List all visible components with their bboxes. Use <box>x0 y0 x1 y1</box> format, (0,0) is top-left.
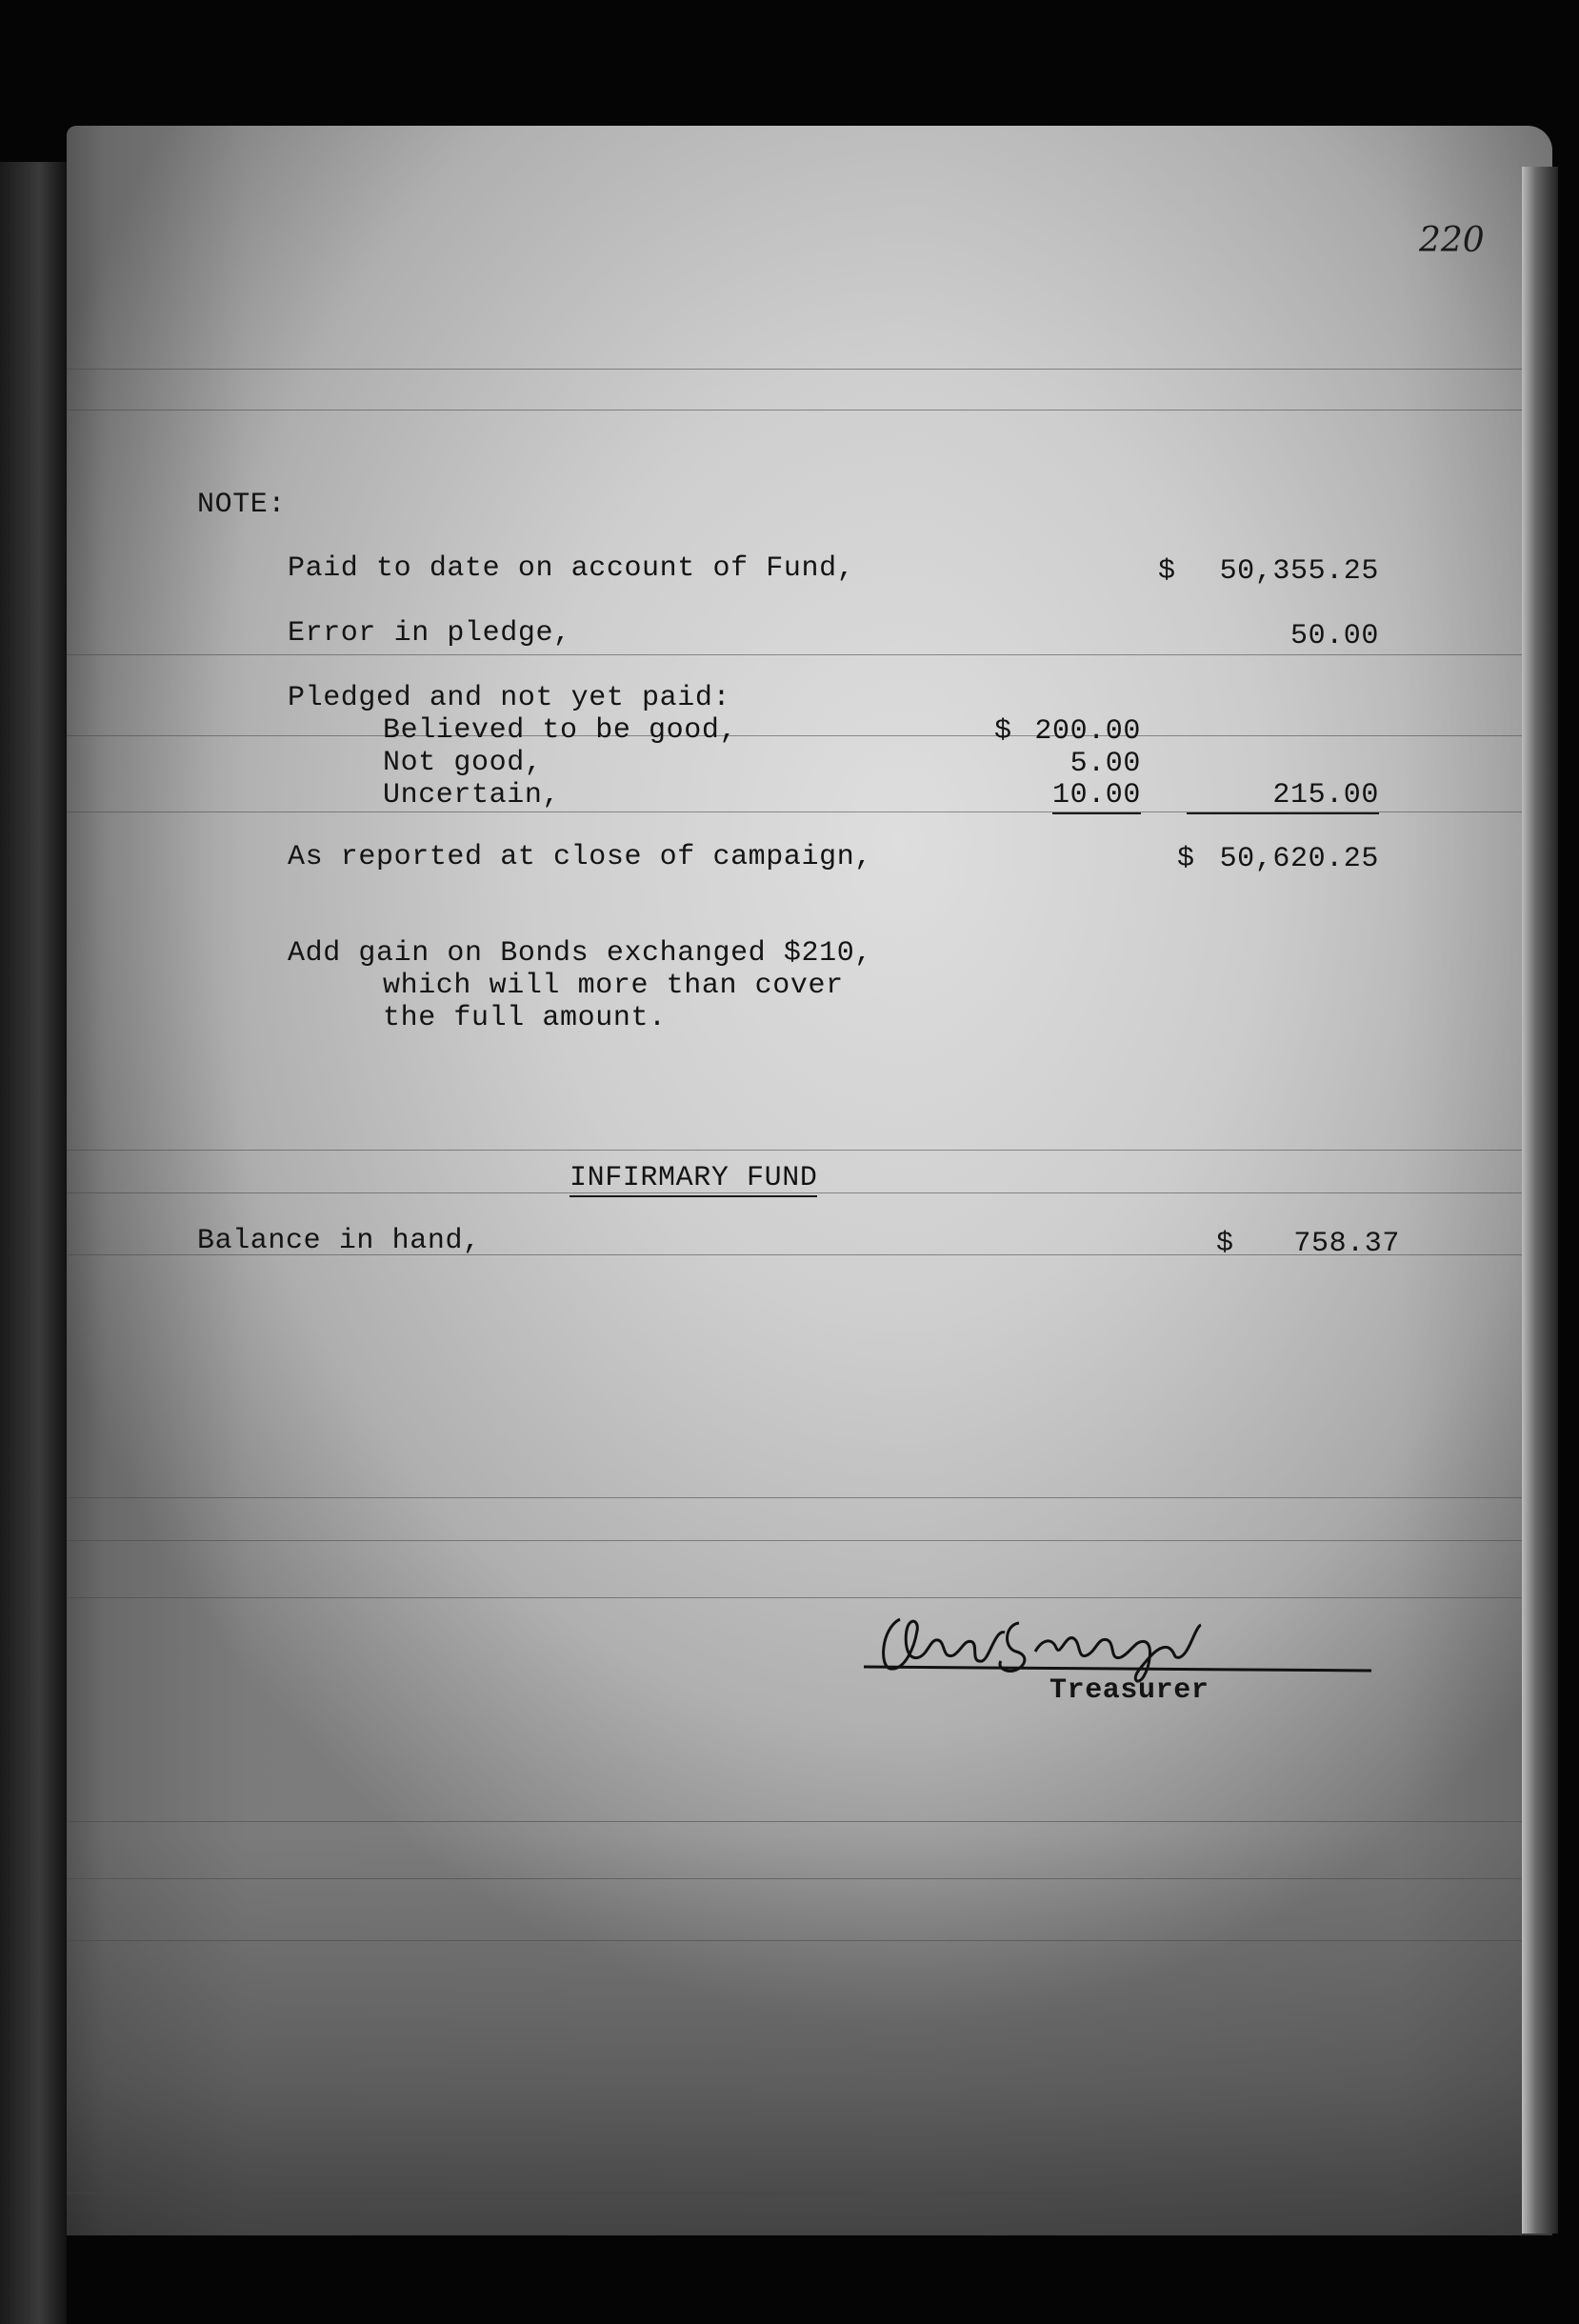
binding-edge <box>0 162 67 2324</box>
balance-currency: $ <box>1216 1228 1234 1260</box>
add-line-3: the full amount. <box>383 1002 667 1034</box>
uncertain-label: Uncertain, <box>383 779 561 811</box>
ruled-line <box>67 369 1552 370</box>
note-heading: NOTE: <box>197 489 287 521</box>
notgood-amount: 5.00 <box>1069 748 1141 780</box>
notgood-label: Not good, <box>383 747 543 779</box>
ruled-line <box>67 1497 1552 1498</box>
reported-amount: 50,620.25 <box>1219 843 1379 875</box>
infirmary-heading-wrap <box>570 1162 817 1194</box>
ruled-line <box>67 2193 1552 2194</box>
infirmary-heading: INFIRMARY FUND <box>570 1162 817 1197</box>
ruled-line <box>67 735 1552 736</box>
ruled-line <box>67 1540 1552 1541</box>
page-edge <box>1522 167 1558 2234</box>
add-line-1: Add gain on Bonds exchanged $210, <box>288 937 872 970</box>
good-currency: $ <box>994 715 1012 748</box>
pledged-total: 215.00 <box>1187 779 1379 814</box>
uncertain-amount-wrap <box>1029 779 1141 811</box>
ruled-line <box>67 1597 1552 1598</box>
balance-label: Balance in hand, <box>197 1225 481 1257</box>
pledged-label: Pledged and not yet paid: <box>288 682 731 714</box>
ruled-line <box>67 1821 1552 1822</box>
reported-label: As reported at close of campaign, <box>288 841 872 873</box>
ruled-line <box>67 1878 1552 1879</box>
good-label: Believed to be good, <box>383 714 738 747</box>
balance-amount: 758.37 <box>1293 1228 1400 1260</box>
ruled-line <box>67 410 1552 411</box>
error-label: Error in pledge, <box>288 617 571 650</box>
uncertain-amount: 10.00 <box>1052 779 1141 814</box>
paid-amount: 50,355.25 <box>1219 555 1379 588</box>
ruled-line <box>67 1940 1552 1941</box>
reported-currency: $ <box>1177 843 1195 875</box>
ruled-line <box>67 1150 1552 1151</box>
treasurer-title: Treasurer <box>1049 1674 1209 1707</box>
ruled-line <box>67 654 1552 655</box>
good-amount: 200.00 <box>1034 715 1141 748</box>
page-number: 220 <box>1419 221 1485 260</box>
add-line-2: which will more than cover <box>383 970 844 1002</box>
paid-currency: $ <box>1158 555 1176 588</box>
pledged-total-wrap <box>1177 779 1379 811</box>
error-amount: 50.00 <box>1289 620 1379 652</box>
paid-label: Paid to date on account of Fund, <box>288 552 855 585</box>
